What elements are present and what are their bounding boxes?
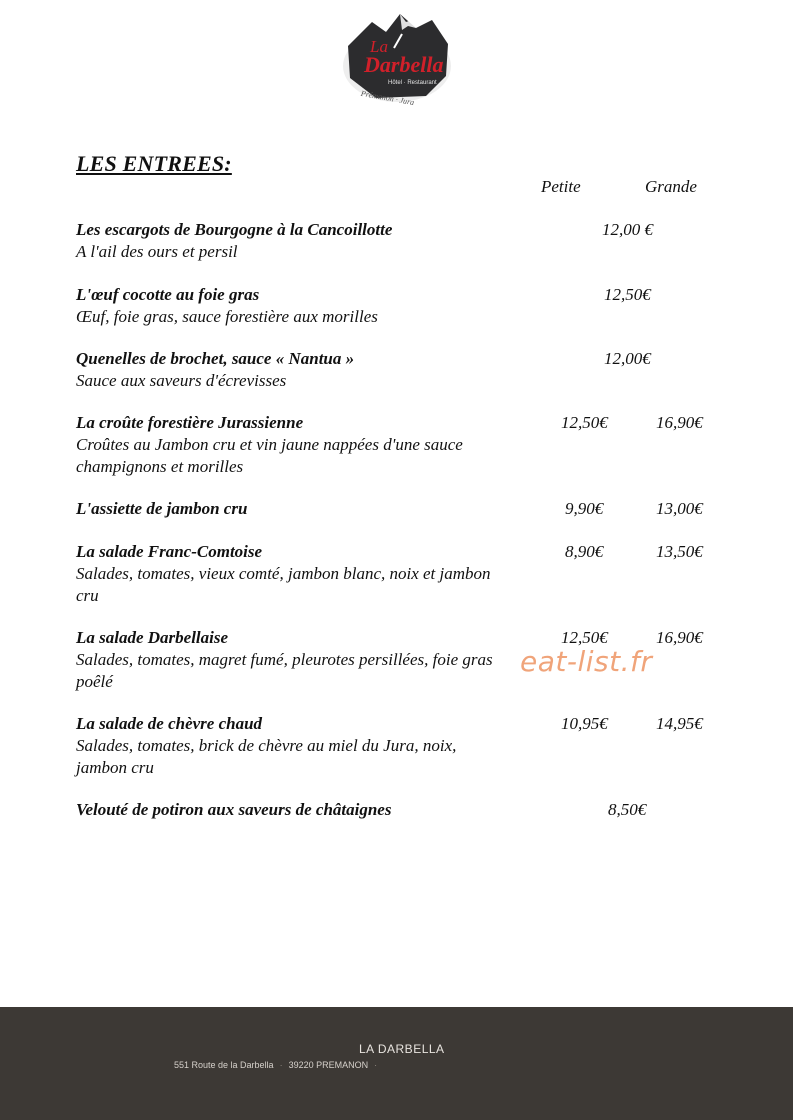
logo-line2: Darbella xyxy=(364,52,444,77)
footer-city: 39220 PREMANON xyxy=(288,1060,369,1070)
menu-item-description: Œuf, foie gras, sauce forestière aux morilles xyxy=(76,307,378,326)
menu-item-name: La croûte forestière Jurassienne xyxy=(76,413,304,432)
menu-item xyxy=(76,219,506,263)
menu-item-price-grande: 13,50€ xyxy=(656,542,703,561)
menu-item-description: Salades, tomates, magret fumé, pleurotes persillées, foie gras poêlé xyxy=(76,650,493,691)
menu-item-price: 8,50€ xyxy=(608,800,647,819)
menu-item-price-petite: 10,95€ xyxy=(561,714,608,733)
menu-item-price-grande: 14,95€ xyxy=(656,714,703,733)
menu-item xyxy=(76,627,506,693)
menu-item xyxy=(76,284,506,328)
menu-item-description: Croûtes au Jambon cru et vin jaune nappées d'une sauce champignons et morilles xyxy=(76,435,463,476)
menu-item-name: L'œuf cocotte au foie gras xyxy=(76,285,260,304)
menu-item-name: Velouté de potiron aux saveurs de châtaignes xyxy=(76,800,392,819)
logo-line1: La xyxy=(370,37,388,56)
menu-item-name: La salade Darbellaise xyxy=(76,628,229,647)
menu-item-description: Salades, tomates, vieux comté, jambon blanc, noix et jambon cru xyxy=(76,564,491,605)
footer-separator: · xyxy=(279,1060,283,1070)
column-header-petite: Petite xyxy=(541,177,581,196)
section-title: LES ENTREES: xyxy=(76,151,232,176)
menu-item xyxy=(76,412,506,478)
menu-item-price-petite: 9,90€ xyxy=(565,499,604,518)
menu-item xyxy=(76,348,506,392)
logo-tag: Hôtel · Restaurant xyxy=(388,80,437,86)
footer-address-line xyxy=(174,1060,383,1070)
menu-item-price: 12,00 € xyxy=(602,220,653,239)
menu-item xyxy=(76,713,506,779)
menu-item-price-grande: 16,90€ xyxy=(656,628,703,647)
menu-item-price-petite: 12,50€ xyxy=(561,413,608,432)
restaurant-logo xyxy=(336,6,458,112)
menu-item-price-grande: 16,90€ xyxy=(656,413,703,432)
menu-item xyxy=(76,541,506,607)
menu-item xyxy=(76,799,506,821)
menu-item-name: La salade de chèvre chaud xyxy=(76,714,263,733)
logo-arc-text: Prémanon · Jura xyxy=(360,88,415,108)
menu-item-price: 12,00€ xyxy=(604,349,651,368)
menu-item-name: L'assiette de jambon cru xyxy=(76,499,248,518)
menu-item-description: Salades, tomates, brick de chèvre au miel du Jura, noix, jambon cru xyxy=(76,736,457,777)
menu-item-description: A l'ail des ours et persil xyxy=(76,242,238,261)
menu-item-price-petite: 8,90€ xyxy=(565,542,604,561)
menu-item xyxy=(76,498,506,520)
menu-item-price: 12,50€ xyxy=(604,285,651,304)
menu-item-name: Les escargots de Bourgogne à la Cancoillotte xyxy=(76,220,393,239)
menu-item-description: Sauce aux saveurs d'écrevisses xyxy=(76,371,287,390)
menu-item-name: La salade Franc-Comtoise xyxy=(76,542,263,561)
footer-separator: · xyxy=(374,1060,378,1070)
footer-address: 551 Route de la Darbella xyxy=(174,1060,274,1070)
menu-item-price-grande: 13,00€ xyxy=(656,499,703,518)
column-header-grande: Grande xyxy=(645,177,697,196)
menu-item-price-petite: 12,50€ xyxy=(561,628,608,647)
footer xyxy=(0,1007,793,1120)
watermark: eat-list.fr xyxy=(520,645,653,678)
menu-item-name: Quenelles de brochet, sauce « Nantua » xyxy=(76,349,355,368)
footer-restaurant-name: LA DARBELLA xyxy=(359,1042,445,1056)
